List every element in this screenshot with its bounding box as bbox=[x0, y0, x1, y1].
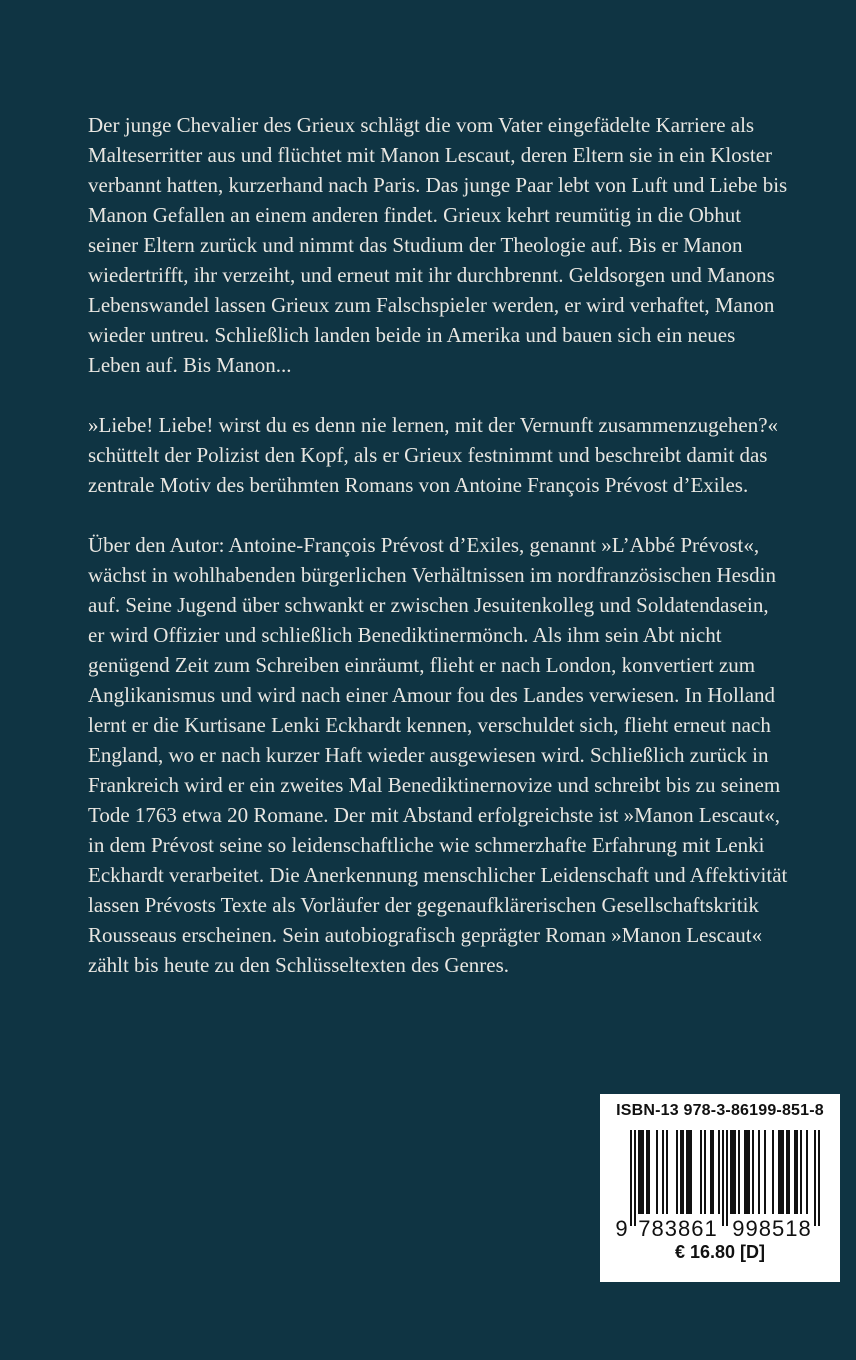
barcode-bar bbox=[796, 1130, 798, 1214]
barcode-bar bbox=[712, 1130, 714, 1214]
barcode-bar bbox=[638, 1130, 640, 1214]
barcode-bar bbox=[718, 1130, 720, 1214]
barcode-bar bbox=[648, 1130, 650, 1214]
barcode-bar bbox=[818, 1130, 820, 1226]
barcode-bar bbox=[794, 1130, 796, 1214]
barcode-bar bbox=[772, 1130, 774, 1214]
barcode-bar bbox=[680, 1130, 682, 1214]
price-label: € 16.80 [D] bbox=[674, 1242, 766, 1262]
barcode-bar bbox=[732, 1130, 734, 1214]
barcode-bar bbox=[676, 1130, 678, 1214]
barcode-bar bbox=[748, 1130, 750, 1214]
barcode-icon bbox=[614, 1130, 826, 1238]
barcode-bar bbox=[686, 1130, 688, 1214]
synopsis-paragraph: Der junge Chevalier des Grieux schlägt die vom Vater eingefädelte Karriere als Malteserritter aus und flüchtet mit Manon Lescaut, deren Eltern sie in ein Kloster verbannt hatten, kurzerhand nach Paris. Das junge Paar lebt von Luft und Liebe bis Manon Gefallen an einem anderen findet. Grieux kehrt reumütig in die Obhut seiner Eltern zurück und nimmt das Studium der Theologie auf. Bis er Manon wiedertrifft, ihr verzeiht, und erneut mit ihr durchbrennt. Geldsorgen und Manons Lebenswandel lassen Grieux zum Falschspieler werden, er wird verhaftet, Manon wieder untreu. Schließlich landen beide in Amerika und bauen sich ein neues Leben auf. Bis Manon... bbox=[88, 113, 788, 377]
barcode-bar bbox=[734, 1130, 736, 1214]
barcode-bar bbox=[746, 1130, 748, 1214]
barcode-bar bbox=[662, 1130, 664, 1214]
barcode-bar bbox=[640, 1130, 642, 1214]
barcode-bar bbox=[666, 1130, 668, 1214]
barcode-digits: 783861 bbox=[638, 1216, 718, 1238]
barcode-bar bbox=[688, 1130, 690, 1214]
barcode-bar bbox=[634, 1130, 636, 1226]
isbn-number: ISBN-13 978-3-86199-851-8 bbox=[616, 1102, 824, 1119]
isbn-barcode-label bbox=[600, 1094, 840, 1282]
author-bio-paragraph: Über den Autor: Antoine-François Prévost d’Exiles, genannt »L’Abbé Prévost«, wächst in wohlhabenden bürgerlichen Verhältnissen im nordfranzösischen Hesdin auf. Seine Jugend über schwankt er zwischen Jesuitenkolleg und Soldatendasein, er wird Offizier und schließlich Benediktinermönch. Als ihm sein Abt nicht genügend Zeit zum Schreiben einräumt, flieht er nach London, konvertiert zum Anglikanismus und wird nach einer Amour fou des Landes verwiesen. In Holland lernt er die Kurtisane Lenki Eckhardt kennen, verschuldet sich, flieht erneut nach England, wo er nach kurzer Haft wieder ausgewiesen wird. Schließlich zurück in Frankreich wird er ein zweites Mal Benediktinernovize und schreibt bis zu seinem Tode 1763 etwa 20 Romane. Der mit Abstand erfolgreichste ist »Manon Lescaut«, in dem Prévost seine so leidenschaftliche wie schmerzhafte Erfahrung mit Lenki Eckhardt verarbeitet. Die Anerkennung menschlicher Leidenschaft und Affektivität lassen Prévosts Texte als Vorläufer der gegenaufklärerischen Gesellschaftskritik Rousseaus erscheinen. Sein autobiografisch geprägter Roman »Manon Lescaut« zählt bis heute zu den Schlüsseltexten des Genres. bbox=[88, 533, 788, 977]
quote-paragraph: »Liebe! Liebe! wirst du es denn nie lernen, mit der Vernunft zusammenzugehen?« schüttelt der Polizist den Kopf, als er Grieux festnimmt und beschreibt damit das zentrale Motiv des berühmten Romans von Antoine François Prévost d’Exiles. bbox=[88, 413, 779, 497]
barcode-bar bbox=[656, 1130, 658, 1214]
barcode-digits: 998518 bbox=[732, 1216, 812, 1238]
barcode-bar bbox=[806, 1130, 808, 1214]
barcode-bar bbox=[788, 1130, 790, 1214]
barcode-bar bbox=[642, 1130, 644, 1214]
barcode-bar bbox=[704, 1130, 706, 1214]
barcode-bar bbox=[752, 1130, 754, 1214]
barcode-bar bbox=[700, 1130, 702, 1214]
barcode-bar bbox=[800, 1130, 802, 1214]
barcode-bar bbox=[786, 1130, 788, 1214]
barcode-bar bbox=[726, 1130, 728, 1226]
barcode-bar bbox=[782, 1130, 784, 1214]
blurb-text bbox=[88, 110, 788, 1010]
barcode-bar bbox=[630, 1130, 632, 1226]
barcode-digits: 9 bbox=[615, 1216, 629, 1238]
barcode-bar bbox=[764, 1130, 766, 1214]
barcode-bar bbox=[814, 1130, 816, 1226]
barcode-bar bbox=[778, 1130, 780, 1214]
barcode-bar bbox=[780, 1130, 782, 1214]
barcode-bar bbox=[722, 1130, 724, 1226]
barcode-bar bbox=[710, 1130, 712, 1214]
barcode-bar bbox=[682, 1130, 684, 1214]
barcode-bar bbox=[758, 1130, 760, 1214]
barcode-bar bbox=[738, 1130, 740, 1214]
barcode-bar bbox=[690, 1130, 692, 1214]
barcode-bar bbox=[646, 1130, 648, 1214]
barcode-bar bbox=[730, 1130, 732, 1214]
barcode-bar bbox=[744, 1130, 746, 1214]
